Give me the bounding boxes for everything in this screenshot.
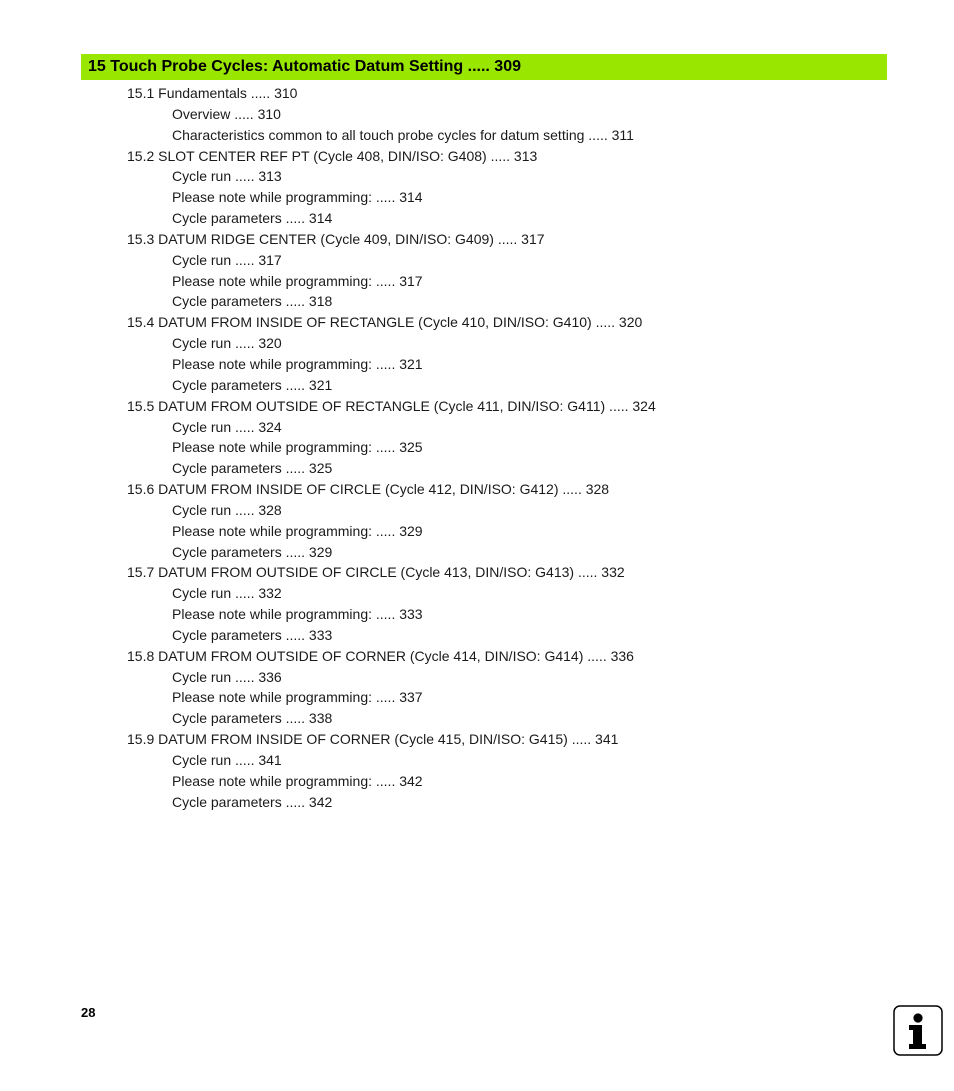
toc-subsection-entry[interactable]: Cycle parameters ..... 338 [172, 710, 333, 727]
info-icon [893, 1005, 943, 1056]
toc-subsection-entry[interactable]: Cycle run ..... 328 [172, 501, 282, 518]
toc-subsection-entry[interactable]: Please note while programming: ..... 317 [172, 272, 423, 289]
toc-section-entry[interactable]: 15.3 DATUM RIDGE CENTER (Cycle 409, DIN/ISO: G409) ..... 317 [127, 230, 545, 247]
toc-subsection-entry[interactable]: Cycle parameters ..... 329 [172, 543, 333, 560]
toc-section-entry[interactable]: 15.5 DATUM FROM OUTSIDE OF RECTANGLE (Cycle 411, DIN/ISO: G411) ..... 324 [127, 397, 656, 414]
toc-section-entry[interactable]: 15.2 SLOT CENTER REF PT (Cycle 408, DIN/ISO: G408) ..... 313 [127, 147, 538, 164]
toc-subsection-entry[interactable]: Please note while programming: ..... 314 [172, 189, 423, 206]
table-of-contents [0, 83, 954, 813]
toc-subsection-entry[interactable]: Cycle run ..... 320 [172, 335, 282, 352]
page-number: 28 [81, 1005, 96, 1020]
toc-section-entry[interactable]: 15.7 DATUM FROM OUTSIDE OF CIRCLE (Cycle 413, DIN/ISO: G413) ..... 332 [127, 564, 625, 581]
toc-section-entry[interactable]: 15.8 DATUM FROM OUTSIDE OF CORNER (Cycle 414, DIN/ISO: G414) ..... 336 [127, 647, 634, 664]
toc-subsection-entry[interactable]: Cycle run ..... 317 [172, 251, 282, 268]
toc-subsection-entry[interactable]: Overview ..... 310 [172, 105, 281, 122]
toc-subsection-entry[interactable]: Please note while programming: ..... 333 [172, 606, 423, 623]
toc-subsection-entry[interactable]: Cycle parameters ..... 321 [172, 376, 333, 393]
toc-subsection-entry[interactable]: Cycle parameters ..... 325 [172, 460, 333, 477]
toc-subsection-entry[interactable]: Please note while programming: ..... 325 [172, 439, 423, 456]
toc-subsection-entry[interactable]: Cycle parameters ..... 342 [172, 793, 333, 810]
toc-subsection-entry[interactable]: Cycle run ..... 336 [172, 668, 282, 685]
toc-subsection-entry[interactable]: Please note while programming: ..... 342 [172, 772, 423, 789]
toc-subsection-entry[interactable]: Cycle parameters ..... 314 [172, 210, 333, 227]
toc-subsection-entry[interactable]: Please note while programming: ..... 329 [172, 522, 423, 539]
toc-section-entry[interactable]: 15.4 DATUM FROM INSIDE OF RECTANGLE (Cycle 410, DIN/ISO: G410) ..... 320 [127, 314, 643, 331]
toc-subsection-entry[interactable]: Please note while programming: ..... 321 [172, 355, 423, 372]
toc-subsection-entry[interactable]: Please note while programming: ..... 337 [172, 689, 423, 706]
toc-subsection-entry[interactable]: Cycle run ..... 341 [172, 752, 282, 768]
toc-subsection-entry[interactable]: Cycle run ..... 332 [172, 585, 282, 602]
chapter-heading[interactable]: 15 Touch Probe Cycles: Automatic Datum Setting ..... 309 [81, 54, 887, 80]
toc-subsection-entry[interactable]: Cycle run ..... 313 [172, 168, 282, 185]
toc-subsection-entry[interactable]: Characteristics common to all touch probe cycles for datum setting ..... 311 [172, 126, 634, 143]
toc-subsection-entry[interactable]: Cycle parameters ..... 318 [172, 293, 333, 310]
toc-section-entry[interactable]: 15.6 DATUM FROM INSIDE OF CIRCLE (Cycle 412, DIN/ISO: G412) ..... 328 [127, 481, 610, 498]
toc-subsection-entry[interactable]: Cycle run ..... 324 [172, 418, 282, 435]
toc-section-entry[interactable]: 15.9 DATUM FROM INSIDE OF CORNER (Cycle 415, DIN/ISO: G415) ..... 341 [127, 731, 619, 748]
toc-subsection-entry[interactable]: Cycle parameters ..... 333 [172, 626, 333, 643]
toc-section-entry[interactable]: 15.1 Fundamentals ..... 310 [127, 85, 298, 101]
